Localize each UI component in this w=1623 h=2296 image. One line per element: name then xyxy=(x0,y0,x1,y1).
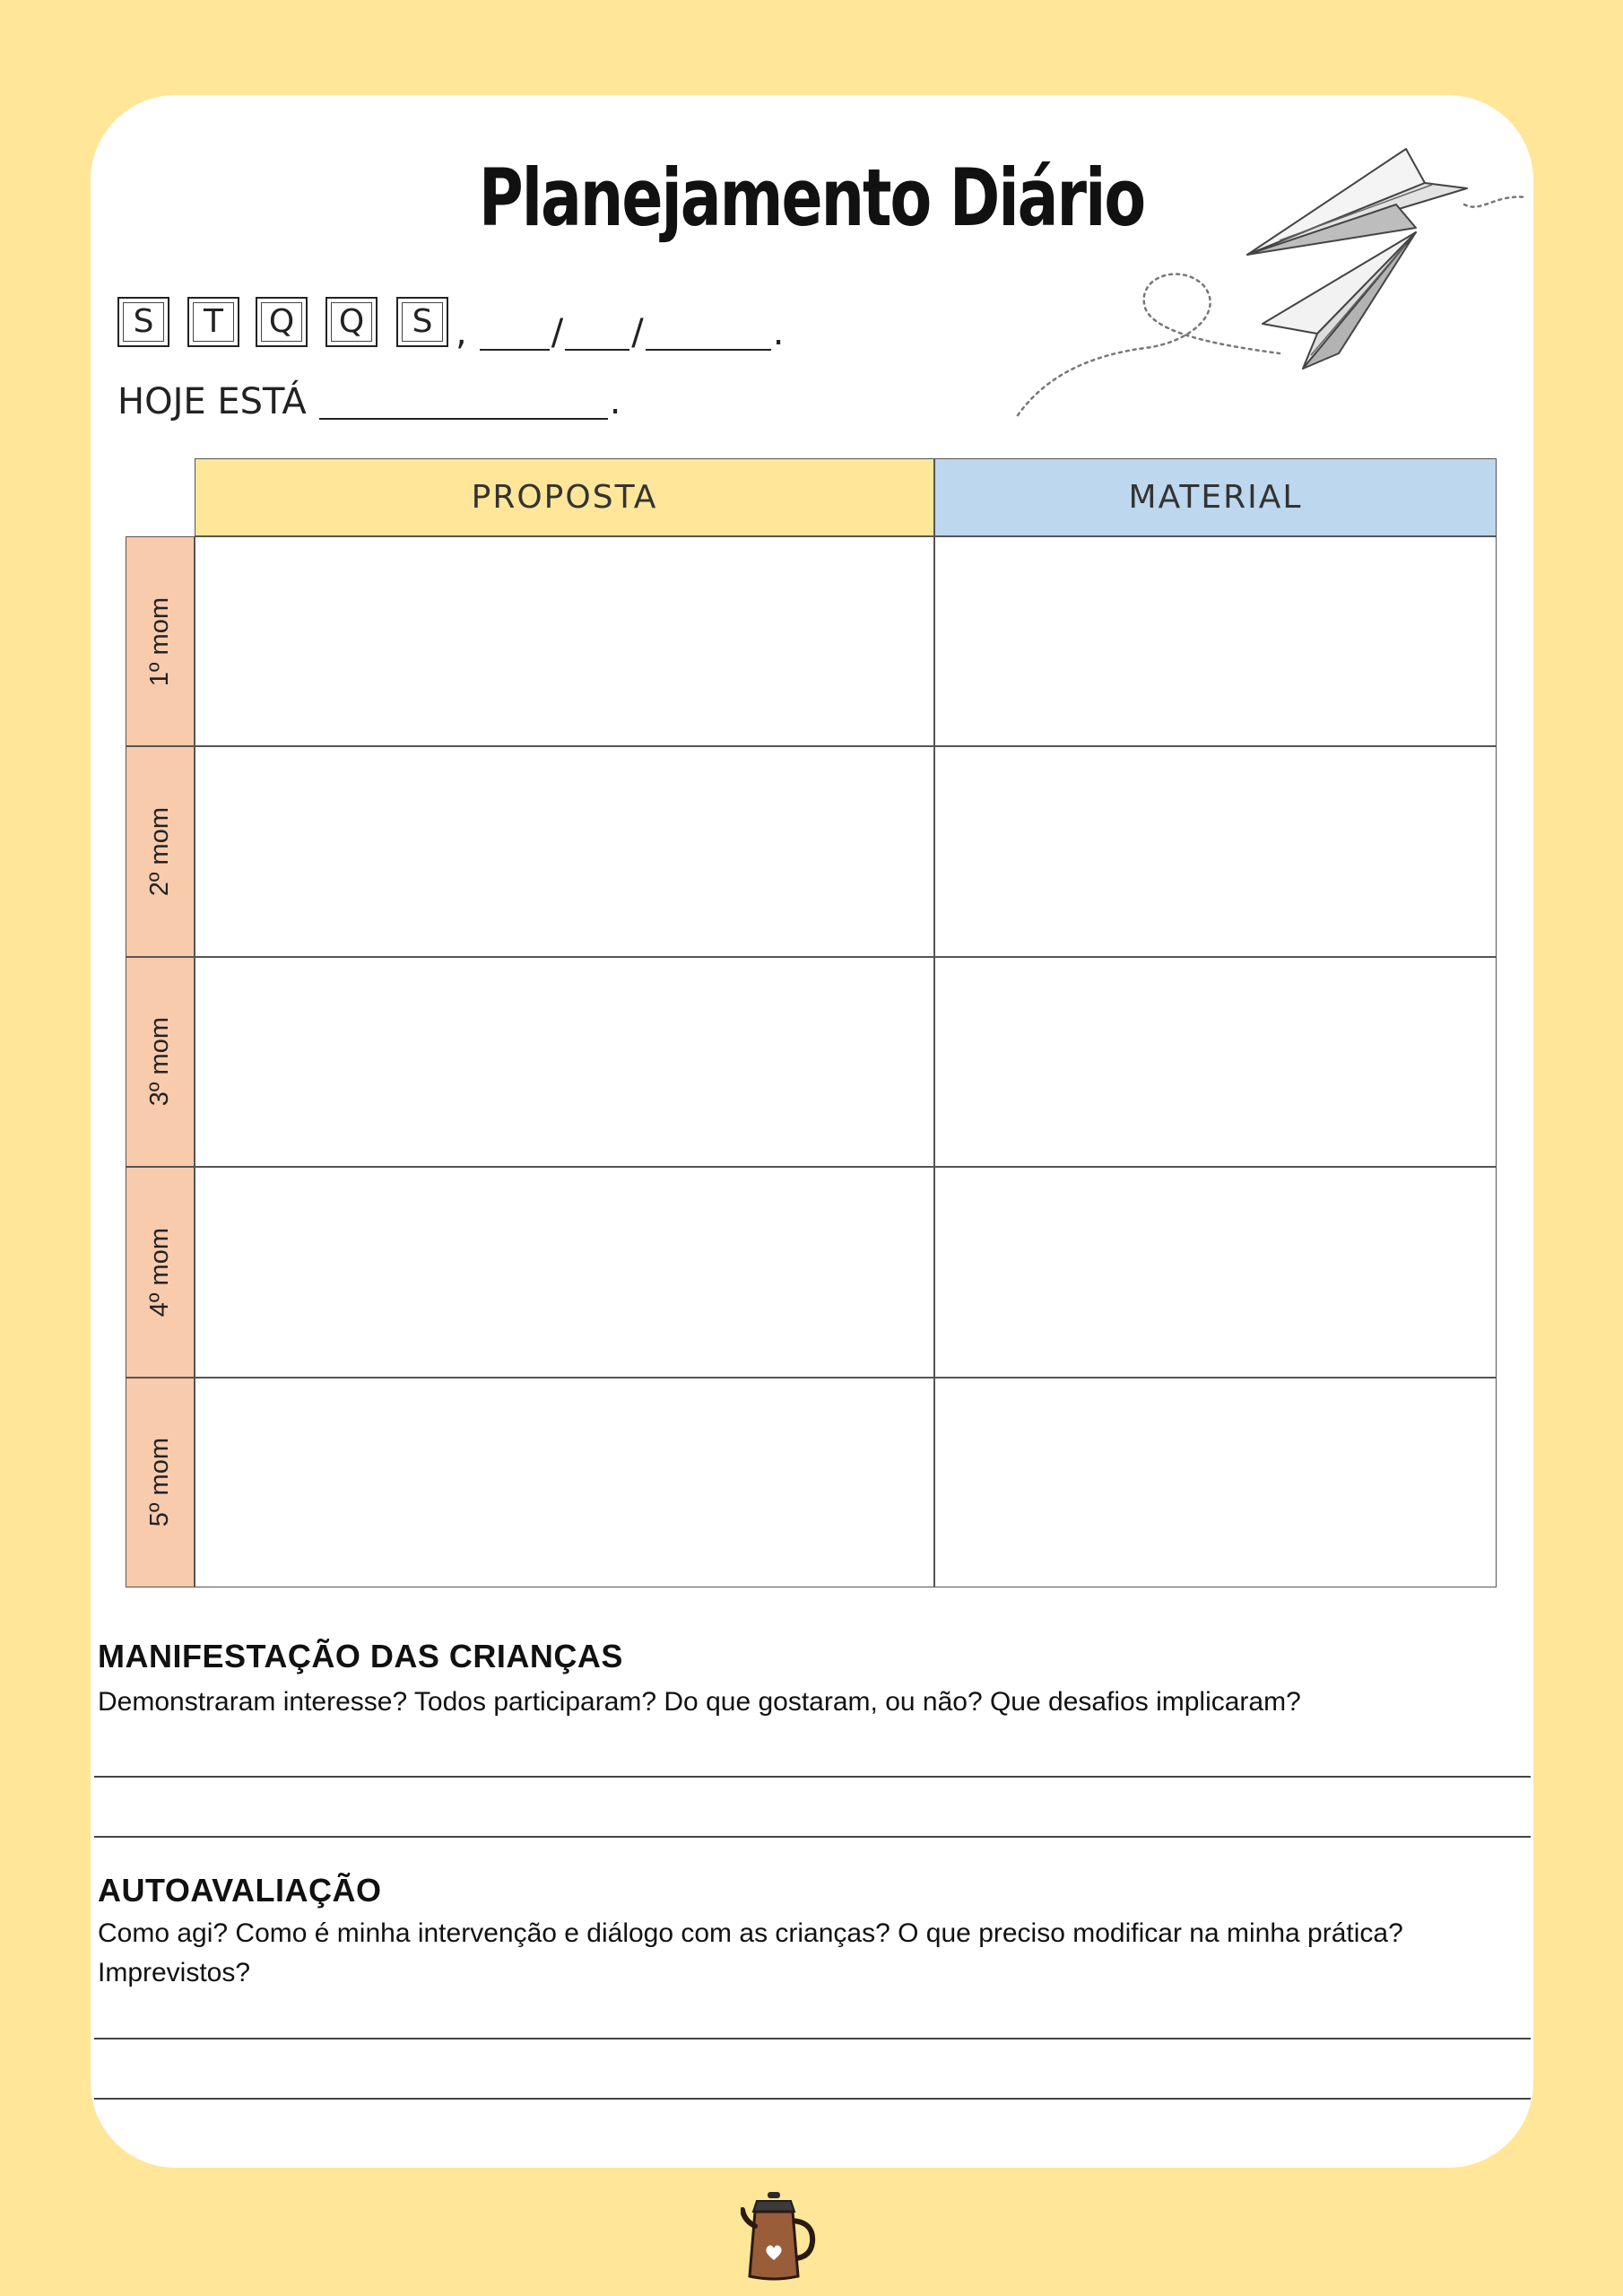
date-slash: / xyxy=(551,312,564,353)
row-label-4 xyxy=(126,1167,195,1377)
date-line xyxy=(456,300,784,351)
today-blank xyxy=(319,378,608,420)
paper-airplanes-icon xyxy=(1011,142,1531,420)
answer-line xyxy=(94,1776,1531,1778)
year-blank xyxy=(646,309,771,351)
date-period: . xyxy=(772,312,785,353)
section-title-manifestacao: MANIFESTAÇÃO DAS CRIANÇAS xyxy=(98,1638,623,1674)
answer-line xyxy=(94,2038,1531,2039)
material-cell-2 xyxy=(934,746,1497,956)
page-title: Planejamento Diário xyxy=(478,152,1145,245)
section-prompt-manifestacao: Demonstraram interesse? Todos participaram? Do que gostaram, ou não? Que desafios implicaram? xyxy=(98,1687,1301,1717)
material-cell-4 xyxy=(934,1167,1497,1377)
weekday-box-friday: S xyxy=(396,297,448,347)
planning-table xyxy=(126,458,1497,1587)
header-material: MATERIAL xyxy=(934,458,1497,536)
row-label-text: 5º mom xyxy=(145,1438,174,1527)
month-blank xyxy=(565,309,629,351)
row-label-5 xyxy=(126,1378,195,1587)
section-title-autoavaliacao: AUTOAVALIAÇÃO xyxy=(98,1872,382,1909)
proposta-cell-5 xyxy=(195,1378,934,1587)
row-label-text: 1º mom xyxy=(145,596,174,686)
proposta-cell-3 xyxy=(195,957,934,1167)
row-label-2 xyxy=(126,746,195,956)
answer-line xyxy=(94,1836,1531,1838)
row-label-text: 3º mom xyxy=(145,1017,174,1107)
today-line xyxy=(117,375,621,420)
proposta-cell-1 xyxy=(195,536,934,746)
today-period: . xyxy=(609,381,621,422)
weekday-box-thursday: Q xyxy=(325,297,378,347)
proposta-cell-4 xyxy=(195,1167,934,1377)
table-corner xyxy=(126,458,195,536)
date-comma: , xyxy=(456,312,467,353)
proposta-cell-2 xyxy=(195,746,934,956)
date-slash: / xyxy=(631,312,644,353)
day-blank xyxy=(480,309,550,351)
weekday-box-tuesday: T xyxy=(187,297,239,347)
coffee-pot-icon xyxy=(741,2190,820,2283)
weekday-box-monday: S xyxy=(117,297,169,347)
row-label-text: 2º mom xyxy=(145,806,174,897)
material-cell-5 xyxy=(934,1378,1497,1587)
material-cell-1 xyxy=(934,536,1497,746)
section-prompt-autoavaliacao: Como agi? Como é minha intervenção e diálogo com as crianças? O que preciso modificar na minha prática? Imprevistos? xyxy=(98,1918,1403,1987)
today-label: HOJE ESTÁ xyxy=(117,381,307,422)
header-proposta: PROPOSTA xyxy=(195,458,934,536)
row-label-text: 4º mom xyxy=(145,1227,174,1317)
row-label-1 xyxy=(126,536,195,746)
answer-line xyxy=(94,2098,1531,2100)
row-label-3 xyxy=(126,957,195,1167)
material-cell-3 xyxy=(934,957,1497,1167)
weekday-box-wednesday: Q xyxy=(256,297,308,347)
